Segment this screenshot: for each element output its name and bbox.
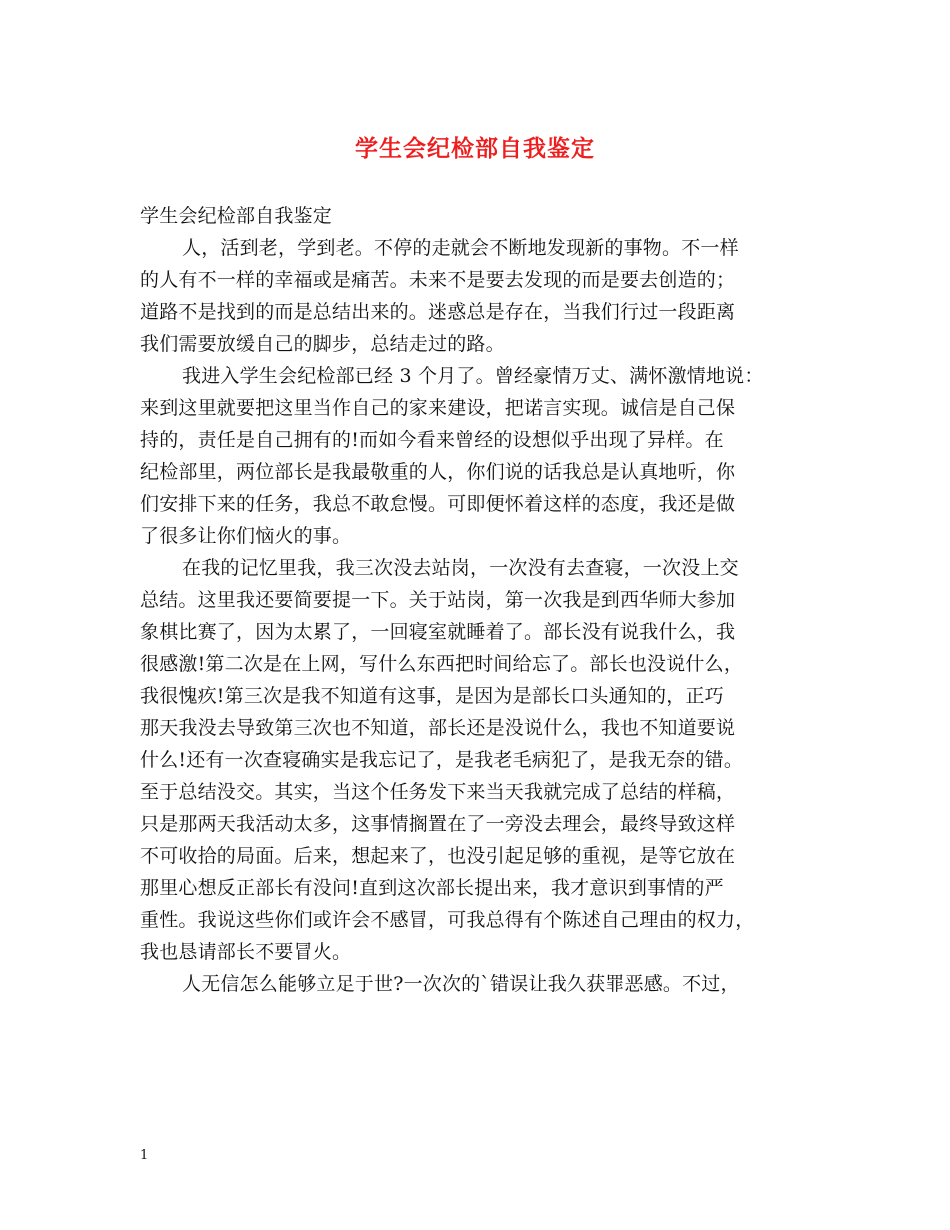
paragraph-line: 我进入学生会纪检部已经 3 个月了。曾经豪情万丈、满怀激情地说： bbox=[182, 365, 764, 387]
paragraph-line: 重性。我说这些你们或许会不感冒，可我总得有个陈述自己理由的权力， bbox=[140, 909, 755, 931]
page-number: 1 bbox=[140, 1148, 149, 1163]
paragraph-line: 我们需要放缓自己的脚步，总结走过的路。 bbox=[140, 333, 505, 355]
paragraph-line: 在我的记忆里我，我三次没去站岗，一次没有去查寝，一次没上交 bbox=[182, 557, 739, 579]
paragraph-line: 来到这里就要把这里当作自己的家来建设，把诺言实现。诚信是自己保 bbox=[140, 397, 736, 419]
paragraph-line: 人，活到老，学到老。不停的走就会不断地发现新的事物。不一样 bbox=[182, 237, 739, 259]
paragraph-line: 纪检部里，两位部长是我最敬重的人，你们说的话我总是认真地听，你 bbox=[140, 461, 736, 483]
document-body bbox=[140, 200, 830, 1000]
paragraph-line: 我也恳请部长不要冒火。 bbox=[140, 941, 352, 963]
paragraph-line: 道路不是找到的而是总结出来的。迷惑总是存在，当我们行过一段距离 bbox=[140, 301, 736, 323]
paragraph-line: 持的，责任是自己拥有的!而如今看来曾经的设想似乎出现了异样。在 bbox=[140, 429, 724, 451]
paragraph-line: 那天我没去导致第三次也不知道，部长还是没说什么，我也不知道要说 bbox=[140, 717, 736, 739]
paragraph-line: 我很愧疚!第三次是我不知道有这事，是因为是部长口头通知的，正巧 bbox=[140, 685, 724, 707]
paragraph-line: 那里心想反正部长有没问!直到这次部长提出来，我才意识到事情的严 bbox=[140, 877, 724, 899]
paragraph-line: 们安排下来的任务，我总不敢怠慢。可即便怀着这样的态度，我还是做 bbox=[140, 493, 736, 515]
paragraph-line: 人无信怎么能够立足于世?一次次的`错误让我久获罪恶感。不过， bbox=[182, 973, 740, 995]
document-title: 学生会纪检部自我鉴定 bbox=[355, 135, 595, 162]
section-heading: 学生会纪检部自我鉴定 bbox=[140, 205, 333, 227]
paragraph-line: 象棋比赛了，因为太累了，一回寝室就睡着了。部长没有说我什么，我 bbox=[140, 621, 736, 643]
paragraph-line: 至于总结没交。其实，当这个任务发下来当天我就完成了总结的样稿， bbox=[140, 781, 736, 803]
paragraph-line: 只是那两天我活动太多，这事情搁置在了一旁没去理会，最终导致这样 bbox=[140, 813, 736, 835]
paragraph-line: 很感激!第二次是在上网，写什么东西把时间给忘了。部长也没说什么， bbox=[140, 653, 744, 675]
paragraph-line: 总结。这里我还要简要提一下。关于站岗，第一次我是到西华师大参加 bbox=[140, 589, 736, 611]
paragraph-line: 了很多让你们恼火的事。 bbox=[140, 525, 352, 547]
paragraph-line: 的人有不一样的幸福或是痛苦。未来不是要去发现的而是要去创造的； bbox=[140, 269, 736, 291]
paragraph-line: 什么!还有一次查寝确实是我忘记了，是我老毛病犯了，是我无奈的错。 bbox=[140, 749, 744, 771]
paragraph-line: 不可收拾的局面。后来，想起来了，也没引起足够的重视，是等它放在 bbox=[140, 845, 736, 867]
